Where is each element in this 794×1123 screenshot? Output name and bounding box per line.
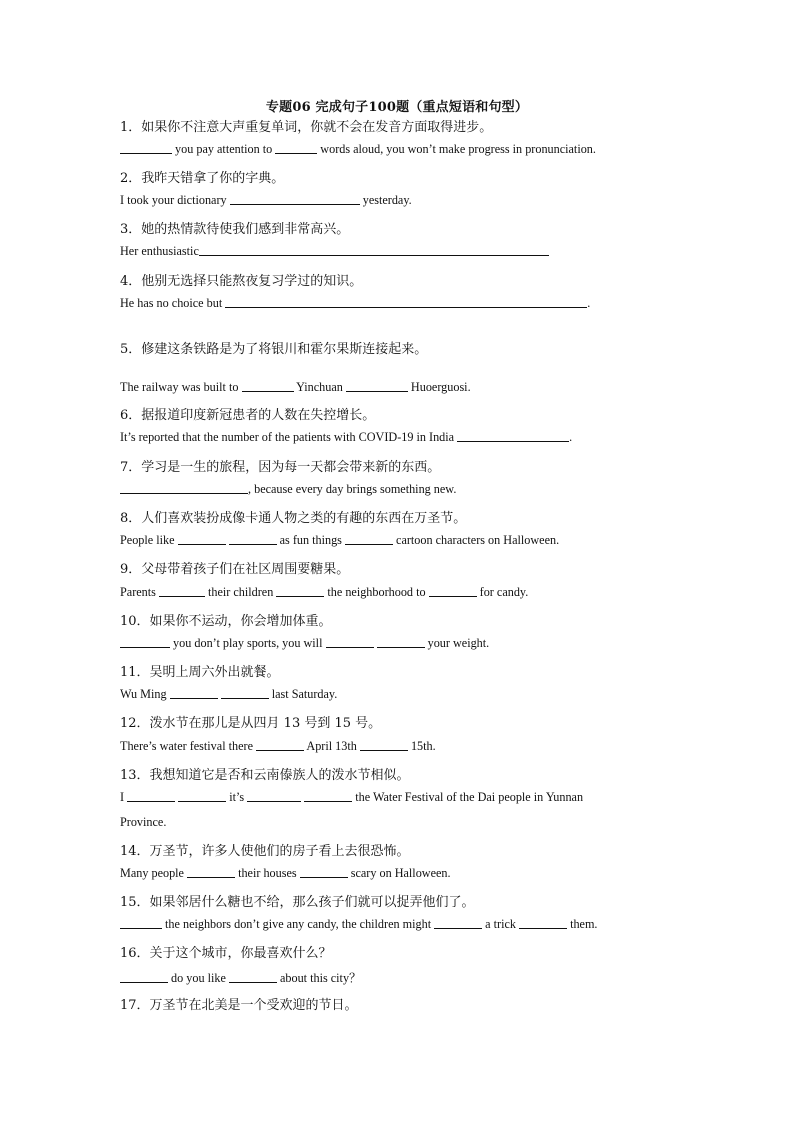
answer-blank[interactable] — [178, 533, 226, 545]
answer-text: People like — [120, 533, 178, 547]
question-prompt: 2．我昨天错拿了你的字典。 — [120, 171, 285, 186]
answer-text: cartoon characters on Halloween. — [392, 533, 560, 547]
answer-text: He has no choice but — [120, 296, 226, 310]
answer-text: 15th. — [407, 739, 436, 753]
answer-blank[interactable] — [519, 917, 567, 929]
answer-text: a trick — [482, 917, 520, 931]
question-prompt: 9．父母带着孩子们在社区周围要糖果。 — [120, 562, 350, 577]
answer-blank[interactable] — [120, 482, 248, 494]
answer-line — [120, 533, 559, 548]
question-prompt: 7．学习是一生的旅程，因为每一天都会带来新的东西。 — [120, 460, 441, 475]
answer-blank[interactable] — [275, 142, 317, 154]
question-prompt: 10．如果你不运动，你会增加体重。 — [120, 614, 332, 629]
answer-line — [120, 866, 451, 881]
question-prompt: 14．万圣节，许多人使他们的房子看上去很恐怖。 — [120, 844, 410, 859]
answer-text: it’s — [226, 790, 248, 804]
answer-text: words aloud, you won’t make progress in pronunciation. — [317, 142, 596, 156]
answer-blank[interactable] — [326, 636, 374, 648]
answer-text: yesterday. — [359, 193, 412, 207]
answer-blank[interactable] — [256, 739, 304, 751]
answer-text: their children — [204, 585, 277, 599]
question-prompt: 16．关于这个城市，你最喜欢什么？ — [120, 946, 332, 961]
answer-text: the neighborhood to — [324, 585, 429, 599]
question-prompt: 12．泼水节在那儿是从四月 13 号到 15 号。 — [120, 716, 382, 731]
answer-text: you pay attention to — [172, 142, 276, 156]
answer-text: Many people — [120, 866, 188, 880]
answer-text: the Water Festival of the Dai people in Yunnan — [352, 790, 584, 804]
answer-text: , because every day brings something new. — [248, 482, 457, 496]
question-prompt: 13．我想知道它是否和云南傣族人的泼水节相似。 — [120, 768, 410, 783]
answer-blank[interactable] — [225, 296, 587, 308]
answer-blank[interactable] — [199, 244, 549, 256]
answer-blank[interactable] — [247, 790, 301, 802]
answer-text: scary on Halloween. — [347, 866, 451, 880]
answer-line — [120, 482, 456, 497]
answer-text: The railway was built to — [120, 380, 242, 394]
answer-text: as fun things — [276, 533, 345, 547]
answer-line — [120, 585, 528, 600]
answer-text: Province. — [120, 815, 167, 829]
question-prompt: 15．如果邻居什么糖也不给，那么孩子们就可以捉弄他们了。 — [120, 895, 475, 910]
answer-blank[interactable] — [300, 866, 348, 878]
answer-line — [120, 687, 337, 702]
answer-blank[interactable] — [377, 636, 425, 648]
answer-text: Yinchuan — [293, 380, 346, 394]
answer-line — [120, 636, 489, 651]
answer-line — [120, 380, 471, 395]
answer-blank[interactable] — [127, 790, 175, 802]
answer-blank[interactable] — [120, 636, 170, 648]
answer-text: for candy. — [476, 585, 529, 599]
answer-line — [120, 790, 583, 805]
question-prompt: 5．修建这条铁路是为了将银川和霍尔果斯连接起来。 — [120, 342, 428, 357]
answer-blank[interactable] — [159, 585, 205, 597]
answer-line — [120, 142, 596, 157]
question-prompt: 8．人们喜欢装扮成像卡通人物之类的有趣的东西在万圣节。 — [120, 511, 467, 526]
answer-line — [120, 296, 590, 311]
answer-line — [120, 969, 361, 986]
answer-text: them. — [567, 917, 598, 931]
question-prompt: 11．吴明上周六外出就餐。 — [120, 665, 280, 680]
answer-blank[interactable] — [345, 533, 393, 545]
answer-blank[interactable] — [221, 687, 269, 699]
question-prompt: 6．据报道印度新冠患者的人数在失控增长。 — [120, 408, 376, 423]
answer-text: Her enthusiastic — [120, 244, 199, 258]
answer-blank[interactable] — [346, 380, 408, 392]
answer-blank[interactable] — [276, 585, 324, 597]
answer-text: do you like — [168, 971, 229, 985]
answer-text: Parents — [120, 585, 159, 599]
answer-text: Wu Ming — [120, 687, 170, 701]
answer-blank[interactable] — [229, 971, 277, 983]
answer-blank[interactable] — [178, 790, 226, 802]
answer-text: There’s water festival there — [120, 739, 257, 753]
answer-text: you don’t play sports, you will — [170, 636, 326, 650]
answer-blank[interactable] — [230, 193, 360, 205]
answer-text: I — [120, 790, 128, 804]
answer-blank[interactable] — [429, 585, 477, 597]
answer-line — [120, 815, 166, 830]
answer-line — [120, 244, 549, 259]
answer-text: . — [587, 296, 591, 310]
answer-text: their houses — [235, 866, 300, 880]
answer-blank[interactable] — [187, 866, 235, 878]
answer-blank[interactable] — [242, 380, 294, 392]
answer-text: I took your dictionary — [120, 193, 230, 207]
document-title: 专题06 完成句子100题（重点短语和句型） — [265, 100, 529, 115]
answer-text: It’s reported that the number of the patients with COVID-19 in India — [120, 430, 458, 444]
answer-blank[interactable] — [434, 917, 482, 929]
question-prompt: 1．如果你不注意大声重复单词，你就不会在发音方面取得进步。 — [120, 120, 493, 135]
answer-text: the neighbors don’t give any candy, the children might — [162, 917, 435, 931]
answer-blank[interactable] — [229, 533, 277, 545]
answer-blank[interactable] — [170, 687, 218, 699]
answer-blank[interactable] — [457, 430, 569, 442]
question-prompt: 4．他别无选择只能熬夜复习学过的知识。 — [120, 274, 363, 289]
answer-blank[interactable] — [360, 739, 408, 751]
answer-line — [120, 917, 597, 932]
answer-text: . — [569, 430, 573, 444]
question-prompt: 3．她的热情款待使我们感到非常高兴。 — [120, 222, 350, 237]
answer-text: last Saturday. — [268, 687, 338, 701]
question-prompt: 17．万圣节在北美是一个受欢迎的节日。 — [120, 998, 358, 1013]
answer-line — [120, 430, 572, 445]
answer-blank[interactable] — [120, 971, 168, 983]
answer-blank[interactable] — [120, 142, 172, 154]
answer-line — [120, 739, 436, 754]
answer-text: about this city？ — [276, 971, 362, 985]
answer-blank[interactable] — [304, 790, 352, 802]
answer-text: your weight. — [424, 636, 490, 650]
answer-text: Huoerguosi. — [407, 380, 471, 394]
answer-text: April 13th — [304, 739, 360, 753]
answer-blank[interactable] — [120, 917, 162, 929]
answer-line — [120, 193, 412, 208]
